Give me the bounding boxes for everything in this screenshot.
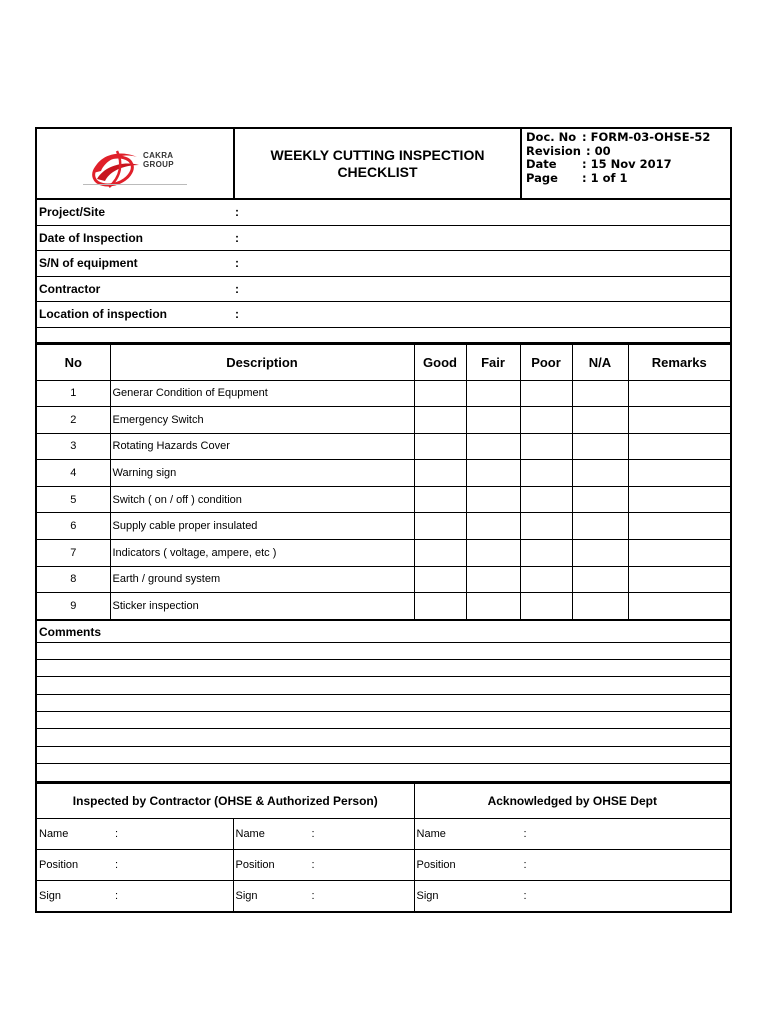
comment-line[interactable] (37, 643, 730, 660)
comments-section (35, 621, 732, 783)
fair-cell[interactable] (466, 486, 520, 513)
checklist-row (36, 486, 731, 513)
logo-underline (83, 184, 187, 185)
good-cell[interactable] (414, 460, 466, 487)
remarks-cell[interactable] (628, 380, 731, 407)
na-cell[interactable] (572, 380, 628, 407)
signature-row (36, 850, 731, 881)
row-description: Switch ( on / off ) condition (110, 486, 414, 513)
na-cell[interactable] (572, 593, 628, 620)
col-no: No (36, 344, 110, 380)
row-description: Emergency Switch (110, 407, 414, 434)
row-number: 5 (36, 486, 110, 513)
row-number: 2 (36, 407, 110, 434)
poor-cell[interactable] (520, 566, 572, 593)
signature-colon: : (311, 828, 315, 841)
checklist-table (35, 344, 732, 621)
signature-colon: : (115, 859, 119, 872)
poor-cell[interactable] (520, 380, 572, 407)
row-number: 6 (36, 513, 110, 540)
row-number: 4 (36, 460, 110, 487)
ohse-sign-cell[interactable] (414, 850, 731, 881)
spacer (37, 328, 730, 342)
poor-cell[interactable] (520, 513, 572, 540)
row-description: Rotating Hazards Cover (110, 433, 414, 460)
na-cell[interactable] (572, 540, 628, 567)
checklist-header-row (36, 344, 731, 380)
row-number: 9 (36, 593, 110, 620)
meta-revision: Revision : 00 (526, 143, 611, 158)
fair-cell[interactable] (466, 540, 520, 567)
signature-colon: : (115, 890, 119, 903)
signature-row (36, 819, 731, 850)
na-cell[interactable] (572, 513, 628, 540)
remarks-cell[interactable] (628, 540, 731, 567)
signature-colon: : (523, 859, 527, 872)
col-na: N/A (572, 344, 628, 380)
row-description: Generar Condition of Equpment (110, 380, 414, 407)
form-header (35, 127, 732, 200)
fair-cell[interactable] (466, 566, 520, 593)
row-number: 8 (36, 566, 110, 593)
col-remarks: Remarks (628, 344, 731, 380)
fair-cell[interactable] (466, 380, 520, 407)
form-title: WEEKLY CUTTING INSPECTION CHECKLIST (235, 129, 522, 198)
remarks-cell[interactable] (628, 486, 731, 513)
row-description: Sticker inspection (110, 593, 414, 620)
fair-cell[interactable] (466, 433, 520, 460)
good-cell[interactable] (414, 380, 466, 407)
good-cell[interactable] (414, 540, 466, 567)
na-cell[interactable] (572, 407, 628, 434)
signature-label: Sign (39, 890, 62, 903)
remarks-cell[interactable] (628, 460, 731, 487)
field-location[interactable]: Location of inspection : (37, 302, 730, 328)
document-meta (522, 129, 730, 198)
good-cell[interactable] (414, 433, 466, 460)
remarks-cell[interactable] (628, 433, 731, 460)
signature-label: Position (39, 859, 79, 872)
good-cell[interactable] (414, 486, 466, 513)
signature-colon: : (523, 890, 527, 903)
poor-cell[interactable] (520, 540, 572, 567)
info-section (35, 200, 732, 344)
comment-line[interactable] (37, 712, 730, 729)
fair-cell[interactable] (466, 513, 520, 540)
row-description: Supply cable proper insulated (110, 513, 414, 540)
authorized-sign-cell[interactable] (233, 819, 414, 850)
remarks-cell[interactable] (628, 513, 731, 540)
contractor-sign-cell[interactable] (36, 881, 233, 913)
row-description: Indicators ( voltage, ampere, etc ) (110, 540, 414, 567)
signature-table (35, 783, 732, 913)
comment-line[interactable] (37, 747, 730, 764)
signature-label: Name (39, 828, 69, 841)
fair-cell[interactable] (466, 460, 520, 487)
comments-label: Comments (37, 621, 730, 643)
field-serial-number[interactable]: S/N of equipment : (37, 251, 730, 277)
signature-label: Name (416, 828, 446, 841)
na-cell[interactable] (572, 486, 628, 513)
poor-cell[interactable] (520, 433, 572, 460)
checklist-row (36, 407, 731, 434)
poor-cell[interactable] (520, 407, 572, 434)
comment-line[interactable] (37, 764, 730, 781)
row-description: Warning sign (110, 460, 414, 487)
signature-label: Sign (235, 890, 258, 903)
na-cell[interactable] (572, 460, 628, 487)
col-poor: Poor (520, 344, 572, 380)
good-cell[interactable] (414, 407, 466, 434)
row-number: 1 (36, 380, 110, 407)
row-number: 7 (36, 540, 110, 567)
contractor-sign-cell[interactable] (36, 819, 233, 850)
comment-line[interactable] (37, 729, 730, 746)
good-cell[interactable] (414, 513, 466, 540)
signature-row (36, 881, 731, 913)
field-project-site[interactable]: Project/Site : (37, 200, 730, 226)
authorized-sign-cell[interactable] (233, 850, 414, 881)
checklist-row (36, 513, 731, 540)
signature-label: Sign (416, 890, 439, 903)
checklist-row (36, 433, 731, 460)
col-description: Description (110, 344, 414, 380)
comment-line[interactable] (37, 660, 730, 677)
contractor-heading: Inspected by Contractor (OHSE & Authorized Person) (36, 784, 414, 819)
good-cell[interactable] (414, 593, 466, 620)
fair-cell[interactable] (466, 593, 520, 620)
col-fair: Fair (466, 344, 520, 380)
comment-line[interactable] (37, 677, 730, 694)
logo-wordmark: CAKRA GROUP (143, 151, 174, 169)
signature-colon: : (115, 828, 119, 841)
na-cell[interactable] (572, 566, 628, 593)
ohse-sign-cell[interactable] (414, 881, 731, 913)
remarks-cell[interactable] (628, 566, 731, 593)
col-good: Good (414, 344, 466, 380)
signature-label: Position (235, 859, 275, 872)
checklist-row (36, 460, 731, 487)
ohse-sign-cell[interactable] (414, 819, 731, 850)
checklist-row (36, 540, 731, 567)
meta-doc-no: Doc. No : FORM-03-OHSE-52 (526, 130, 711, 144)
checklist-row (36, 593, 731, 620)
field-contractor[interactable]: Contractor : (37, 277, 730, 303)
field-date-of-inspection[interactable]: Date of Inspection : (37, 226, 730, 252)
na-cell[interactable] (572, 433, 628, 460)
signature-colon: : (311, 890, 315, 903)
authorized-sign-cell[interactable] (233, 881, 414, 913)
poor-cell[interactable] (520, 593, 572, 620)
remarks-cell[interactable] (628, 407, 731, 434)
cakra-logo-icon (87, 143, 147, 189)
poor-cell[interactable] (520, 486, 572, 513)
company-logo (37, 129, 235, 198)
fair-cell[interactable] (466, 407, 520, 434)
row-description: Earth / ground system (110, 566, 414, 593)
poor-cell[interactable] (520, 460, 572, 487)
signature-header-row (36, 784, 731, 819)
signature-label: Name (235, 828, 265, 841)
meta-page: Page : 1 of 1 (526, 170, 628, 185)
row-number: 3 (36, 433, 110, 460)
good-cell[interactable] (414, 566, 466, 593)
signature-colon: : (523, 828, 527, 841)
ohse-heading: Acknowledged by OHSE Dept (414, 784, 731, 819)
checklist-row (36, 566, 731, 593)
checklist-row (36, 380, 731, 407)
meta-date: Date : 15 Nov 2017 (526, 157, 672, 171)
remarks-cell[interactable] (628, 593, 731, 620)
contractor-sign-cell[interactable] (36, 850, 233, 881)
signature-colon: : (311, 859, 315, 872)
comment-line[interactable] (37, 695, 730, 712)
signature-label: Position (416, 859, 456, 872)
inspection-form (35, 127, 732, 913)
